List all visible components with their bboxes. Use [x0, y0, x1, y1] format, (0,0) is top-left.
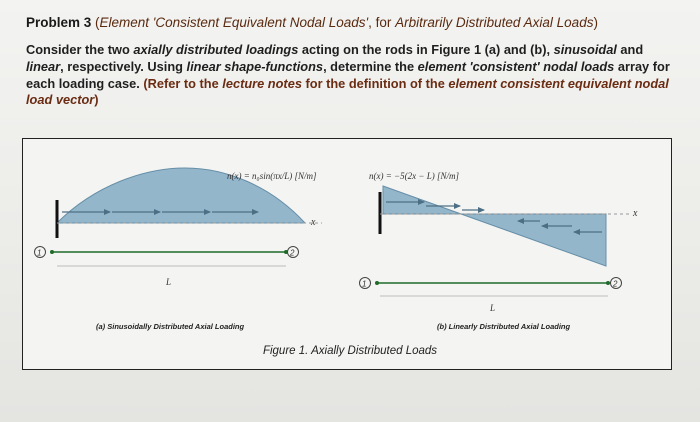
note-emphasis: lecture notes	[222, 75, 302, 91]
statement-emphasis: axially distributed loadings	[133, 42, 299, 57]
statement-text: array for each loading case.	[26, 58, 670, 91]
statement-text: , respectively. Using	[60, 58, 187, 74]
figure-caption: Figure 1. Axially Distributed Loads	[262, 345, 438, 357]
subtitle-joiner: , for	[368, 15, 396, 30]
statement-emphasis: element 'consistent' nodal loads	[417, 58, 615, 74]
note-emphasis: element consistent equivalent nodal load vector	[26, 75, 669, 108]
caption-a: (a) Sinusoidally Distributed Axial Loading	[96, 322, 245, 331]
load-equation-a: n(x) = n₀sin(πx/L) [N/m]	[227, 171, 317, 181]
statement-text: Consider the two	[26, 42, 134, 57]
subtitle-part-1: Element 'Consistent Equivalent Nodal Loads'	[99, 15, 369, 30]
node-1-label-b: 1	[362, 279, 367, 289]
caption-b: (b) Linearly Distributed Axial Loading	[437, 322, 571, 331]
axis-x-label-b: x	[633, 208, 638, 219]
element-end-dot-b1	[375, 281, 379, 285]
statement-text: and	[616, 42, 644, 57]
subtitle-open: (	[91, 15, 100, 30]
linear-load-area	[383, 186, 606, 266]
problem-label: Problem 3	[26, 15, 92, 30]
node-2-label-b: 2	[613, 279, 618, 289]
note-text: (Refer to the	[143, 75, 223, 91]
load-equation-b: n(x) = −5(2x − L) [N/m]	[369, 171, 459, 181]
element-end-dot-a1	[50, 250, 54, 254]
node-2-label-a: 2	[290, 248, 295, 258]
note-text: for the definition of the	[301, 75, 449, 91]
node-1-label-a: 1	[37, 248, 42, 258]
axis-x-label-a: x	[311, 217, 316, 228]
statement-emphasis: linear shape-functions	[186, 58, 324, 74]
statement-text: acting on the rods in Figure 1 (a) and (b),	[298, 42, 554, 57]
statement-emphasis: linear	[26, 58, 61, 74]
subtitle-part-2: Arbitrarily Distributed Axial Loads	[395, 15, 594, 30]
statement-emphasis: sinusoidal	[553, 42, 617, 57]
length-label-b: L	[490, 303, 496, 313]
length-label-a: L	[166, 277, 172, 287]
element-end-dot-b2	[606, 281, 610, 285]
statement-text: , determine the	[323, 58, 418, 74]
panel-b-linear	[360, 171, 639, 331]
panel-a-sinusoidal	[35, 168, 323, 331]
subtitle-close: )	[593, 15, 598, 30]
note-text: )	[94, 92, 99, 108]
